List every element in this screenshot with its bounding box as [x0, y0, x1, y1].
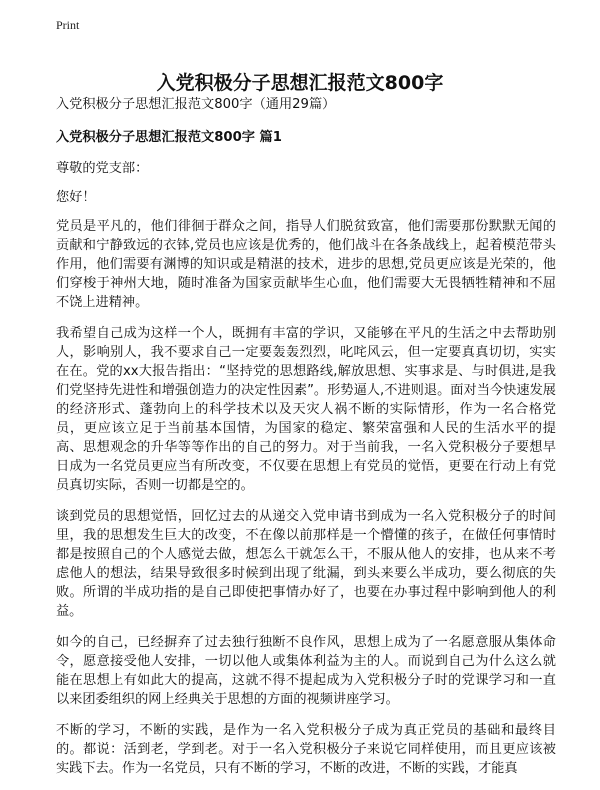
paragraph: 谈到党员的思想觉悟，回忆过去的从递交入党申请书到成为一名入党积极分子的时间里，我的思想发生巨大的改变，不在像以前那样是一个懵懂的孩子，在做任何事情时都是按照自己的个人感觉去做，想怎么干就怎么干，不服从他人的安排，也从来不考虑他人的想法，结果导致很多时候到出现了纰漏，到头来要么半成功，要么彻底的失败。所谓的半成功指的是自己即使把事情办好了，也要在办事过程中影响到他人的利益。: [56, 509, 556, 619]
paragraph: 党员是平凡的，他们徘徊于群众之间，指导人们脱贫致富，他们需要那份默默无闻的贡献和宁静致远的衣钵,党员也应该是优秀的，他们战斗在各条战线上，起着模范带头作用，他们需要有渊博的知识或是精湛的技术，进步的思想,党员更应该是光荣的，他们穿梭于神州大地，随时准备为国家贡献毕生心血，他们需要大无畏牺牲精神和不屈不饶上进精神。: [56, 219, 556, 310]
section-heading: 入党积极分子思想汇报范文800字 篇1: [56, 130, 282, 145]
greeting: 您好！: [56, 190, 96, 205]
paragraph: 不断的学习，不断的实践，是作为一名入党积极分子成为真正党员的基础和最终目的。都说：活到老，学到老。对于一名入党积极分子来说它同样使用，而且更应该被实践下去。作为一名党员，只有不断的学习，不断的改进，不断的实践，才能真: [56, 723, 556, 776]
paragraph: 如今的自己，已经摒弃了过去独行独断不良作风，思想上成为了一名愿意服从集体命令，愿意接受他人安排，一切以他人或集体利益为主的人。而说到自己为什么这么就能在思想上有如此大的提高，这就不得不提起成为入党积极分子时的党课学习和一直以来团委组织的网上经典关于思想的方面的视频讲座学习。: [56, 635, 556, 707]
document-subtitle: 入党积极分子思想汇报范文800字（通用29篇）: [56, 97, 336, 112]
print-label: Print: [56, 18, 80, 32]
document-body: [56, 95, 556, 790]
document-title: 入党积极分子思想汇报范文800字: [156, 71, 444, 94]
paragraph: 我希望自己成为这样一个人，既拥有丰富的学识，又能够在平凡的生活之中去帮助别人，影响别人，我不要求自己一定要轰轰烈烈，叱咤风云，但一定要真真切切，实实在在。党的xx大报告指出：“坚持党的思想路线,解放思想、实事求是、与时俱进,是我们党坚持先进性和增强创造力的决定性因素”。形势逼人,不进则退。面对当今快速发展的经济形式、蓬勃向上的科学技术以及天灾人祸不断的实际情形，作为一名合格党员，更应该立足于当前基本国情，为国家的稳定、繁荣富强和人民的生活水平的提高、思想观念的升华等等作出的自己的努力。对于当前我，一名入党积极分子要想早日成为一名党员更应当有所改变，不仅要在思想上有党员的觉悟，更要在行动上有党员真切实际，否则一切都是空的。: [56, 326, 556, 493]
salutation: 尊敬的党支部：: [56, 161, 149, 176]
